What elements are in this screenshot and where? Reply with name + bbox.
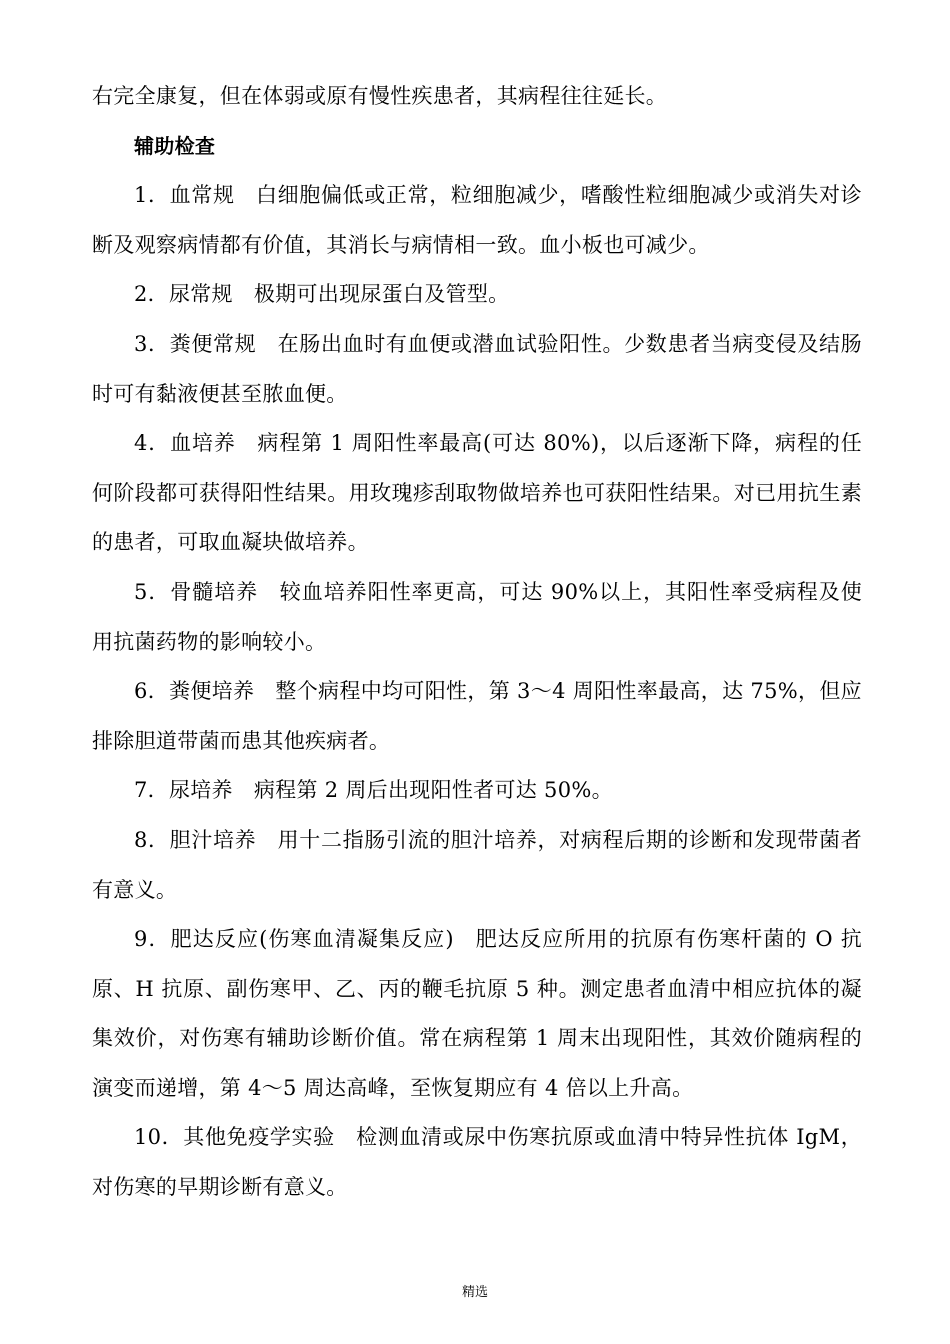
item-urine-routine: [92, 270, 862, 320]
section-heading: 辅助检查: [134, 133, 216, 158]
item-label: 4．血培养: [134, 431, 236, 456]
item-text: 整个病程中均可阳性，第 3～4 周阳性率最高，达 75%，但应排除胆道带菌而患其他疾病者。: [92, 679, 862, 753]
item-text: 较血培养阳性率更高，可达 90%以上，其阳性率受病程及使用抗菌药物的影响较小。: [92, 579, 862, 654]
item-text: 用十二指肠引流的胆汁培养，对病程后期的诊断和发现带菌者有意义。: [92, 827, 862, 902]
item-label: 9．肥达反应(伤寒血清凝集反应): [134, 927, 454, 952]
item-text: 白细胞偏低或正常，粒细胞减少，嗜酸性粒细胞减少或消失对诊断及观察病情都有价值，其消长与病情相一致。血小板也可减少。: [92, 183, 862, 257]
item-widal-reaction: [92, 915, 862, 1113]
item-other-immunology: [92, 1113, 862, 1212]
item-label: 6．粪便培养: [134, 679, 255, 704]
item-text: 肥达反应所用的抗原有伤寒杆菌的 O 抗原、H 抗原、副伤寒甲、乙、丙的鞭毛抗原 5 种。测定患者血清中相应抗体的凝集效价，对伤寒有辅助诊断价值。常在病程第 1 周末出现阳性，其效价随病程的演变而递增，第 4～5 周达高峰，至恢复期应有 4 倍以上升高。: [92, 927, 863, 1100]
page-footer: 精选: [461, 1285, 488, 1300]
item-label: 7．尿培养: [134, 778, 233, 803]
item-label: 8．胆汁培养: [134, 827, 257, 852]
item-stool-culture: [92, 667, 862, 766]
item-text: 极期可出现尿蛋白及管型。: [253, 282, 510, 307]
item-text: 病程第 1 周阳性率最高(可达 80%)，以后逐渐下降，病程的任何阶段都可获得阳性结果。用玫瑰疹刮取物做培养也可获阳性结果。对已用抗生素的患者，可取血凝块做培养。: [92, 431, 862, 555]
item-label: 1．血常规: [134, 183, 235, 208]
item-text: 在肠出血时有血便或潜血试验阳性。少数患者当病变侵及结肠时可有黏液便甚至脓血便。: [92, 331, 862, 406]
item-bile-culture: [92, 816, 862, 915]
item-label: 10．其他免疫学实验: [134, 1125, 335, 1150]
item-urine-culture: [92, 766, 862, 816]
continuation-paragraph: 右完全康复，但在体弱或原有慢性疾患者，其病程往往延长。: [92, 84, 668, 108]
item-bone-marrow-culture: [92, 568, 862, 667]
document-body: [92, 72, 862, 1213]
item-stool-routine: [92, 320, 862, 419]
item-label: 3．粪便常规: [134, 331, 257, 356]
item-blood-culture: [92, 419, 862, 568]
item-label: 5．骨髓培养: [134, 579, 259, 604]
item-text: 检测血清或尿中伤寒抗原或血清中特异性抗体 IgM，对伤寒的早期诊断有意义。: [92, 1125, 862, 1200]
item-blood-routine: [92, 171, 862, 270]
item-text: 病程第 2 周后出现阳性者可达 50%。: [253, 778, 613, 803]
item-label: 2．尿常规: [134, 282, 233, 307]
